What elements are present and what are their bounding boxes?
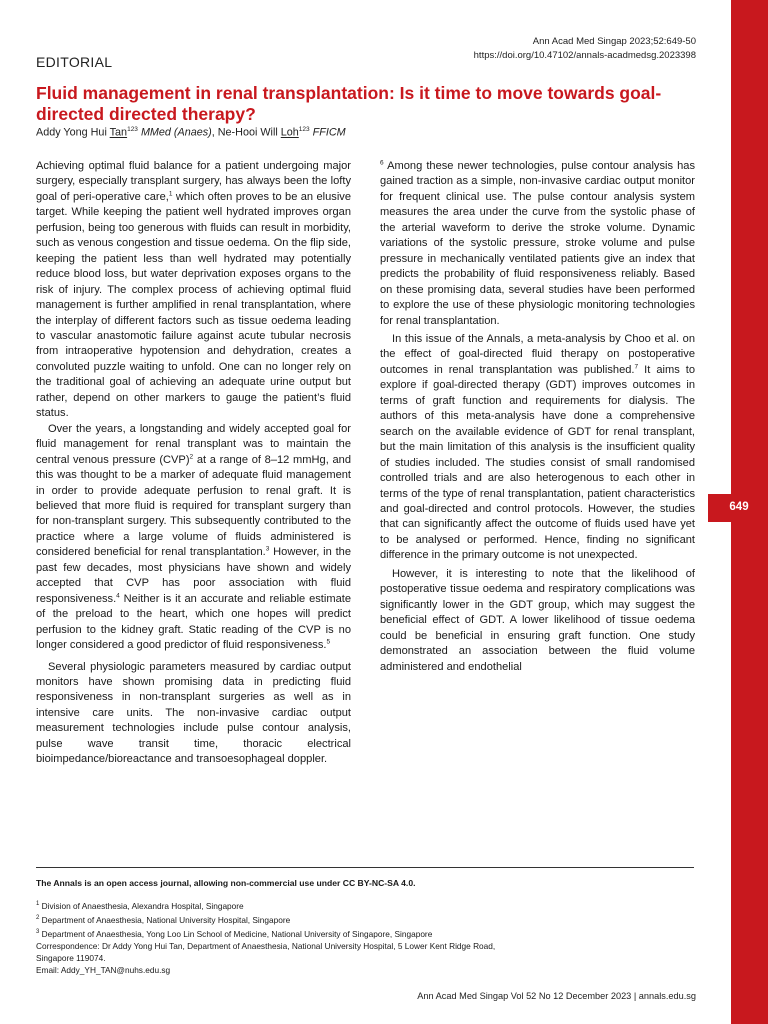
open-access-notice: The Annals is an open access journal, allowing non-commercial use under CC BY-NC-SA 4.0. <box>36 878 416 888</box>
affil-number: 2 <box>36 914 40 921</box>
affiliation-3 <box>36 926 696 940</box>
article-title: Fluid management in renal transplantation: Is it time to move towards goal-directed directed therapy? <box>36 83 662 124</box>
reference-marker: 7 <box>634 363 639 371</box>
text: However, it is interesting to note that the likelihood of postoperative tissue oedema and respiratory complications was significantly lower in the GDT group, which may suggest the beneficial effect of GDT. A lower likelihood of tissue oedema could be beneficial in ensuring graft function. One study demonstrated an association between the fluid volume administered and endothelial <box>380 567 695 673</box>
text: However, in the past few decades, most physicians have shown and widely accepted that CVP has poor association with fluid responsiveness. <box>36 546 351 605</box>
paragraph-1 <box>36 159 351 422</box>
author-2-surname: Loh <box>280 126 299 139</box>
reference-marker: 1 <box>168 190 173 198</box>
reference-marker: 2 <box>189 452 194 460</box>
author-1-surname: Tan <box>109 126 128 139</box>
section-label: EDITORIAL <box>36 54 113 70</box>
author-1-affil: 123 <box>127 126 138 133</box>
text: It aims to explore if goal-directed therapy (GDT) improves outcomes in terms of graft function and requirements for dialysis. The authors of this meta-analysis have done a comprehensive search on the available evidence of GDT for renal transplant, but the main limitation of this analysis is the insufficient quality of studies included. The studies consist of small randomised controlled trials and are also heterogenous to each other in terms of the type of renal transplantation, patient characteristics and goal-directed and control protocols. However, the studies that can significantly affect the outcome of fluids used have yet to be analysed or performed. Hence, finding no significant difference in the primary outcome is not unexpected. <box>380 363 695 562</box>
reference-marker: 3 <box>265 545 270 553</box>
reference-marker: 4 <box>116 592 120 599</box>
page-number: 649 <box>729 501 749 513</box>
reference-marker: 6 <box>380 159 384 167</box>
paragraph-5 <box>380 567 695 675</box>
text: Achieving optimal fluid balance for a patient undergoing major surgery, especially transplant surgery, has always been the lofty goal of peri-operative care, <box>36 160 351 203</box>
author-1-given: Addy Yong Hui <box>36 126 110 139</box>
correspondence: Correspondence: Dr Addy Yong Hui Tan, Department of Anaesthesia, National University Hospital, 5 Lower Kent Ridge Road, <box>36 940 496 951</box>
text: at a range of 8–12 mmHg, and this was thought to be a marker of adequate fluid management in order to provide adequate perfusion to renal graft. It is believed that more fluid is required for transplant surgery than for non-transplant surgery. This subsequently contributed to the practice where a large volume of fluids administered is considered beneficial for renal transplantation. <box>36 453 351 559</box>
correspondence-postcode: Singapore 119074. <box>36 952 106 963</box>
text: Department of Anaesthesia, Yong Loo Lin School of Medicine, National University of Singapore, Singapore <box>39 928 433 939</box>
affiliation-1 <box>36 898 696 912</box>
affiliations <box>36 898 696 976</box>
paragraph-3 <box>36 660 351 768</box>
affil-number: 1 <box>36 901 40 907</box>
body-column-right <box>380 159 695 675</box>
author-2-degree: FFICM <box>312 126 346 139</box>
email[interactable]: Email: Addy_YH_TAN@nuhs.edu.sg <box>36 964 171 975</box>
text: Over the years, a longstanding and widely accepted goal for fluid management for renal transplant was to maintain the central venous pressure (CVP) <box>36 422 351 466</box>
journal-citation: Ann Acad Med Singap 2023;52:649-50 <box>532 36 696 47</box>
author-2-given: , Ne-Hooi Will <box>211 126 281 139</box>
text: In this issue of the Annals, a meta-analysis by Choo et al. on the effect of goal-directed fluid therapy on postoperative outcomes in renal transplantation was published. <box>380 332 695 376</box>
page-footer: Ann Acad Med Singap Vol 52 No 12 December 2023 | annals.edu.sg <box>417 991 696 1001</box>
affil-number: 3 <box>36 928 40 935</box>
body-column-left <box>36 159 351 768</box>
author-1-degree: MMed (Anaes) <box>140 126 212 139</box>
text: Several physiologic parameters measured by cardiac output monitors have shown promising data in predicting fluid responsiveness in non-transplant surgeries as well as in intensive care units. The non-invasive cardiac output measurement technologies include pulse contour analysis, pulse wave transit time, thoracic electrical bioimpedance/bioreactance and transoesophageal doppler. <box>36 660 351 766</box>
text: Department of Anaesthesia, National University Hospital, Singapore <box>39 914 291 925</box>
paragraph-3-cont <box>380 159 695 329</box>
text: Division of Anaesthesia, Alexandra Hospital, Singapore <box>39 900 244 911</box>
author-line <box>36 126 346 139</box>
text: Neither is it an accurate and reliable estimate of the preload to the heart, which one hopes will predict perfusion to the kidney graft. Static reading of the CVP is no longer considered a good predictor of fluid responsiveness. <box>36 592 351 652</box>
doi-link[interactable]: https://doi.org/10.47102/annals-acadmedsg.2023398 <box>473 50 696 61</box>
affiliation-2 <box>36 912 696 926</box>
footnote-divider <box>36 867 694 868</box>
text: which often proves to be an elusive target. While keeping the patient well hydrated improves organ perfusion, being too generous with fluids can result in morbidity, such as venous congestion and tissue oedema. On the flip side, keeping the patient less than well hydrated may potentially reduce blood loss, but water deprivation exposes organs to the risk of injury. The complex process of achieving optimal fluid management is further amplified in renal transplantation, where the interplay of different factors such as tissue oedema leading to vascular anastomotic failure against acute tubular necrosis from intraoperative hypotension and dehydration, creates a convoluted puzzle waiting to unfold. One can no longer rely on the traditional goal of achieving an adequate urine output but rather, depend on other markers to gauge the patient’s fluid status. <box>36 190 352 420</box>
reference-marker: 5 <box>326 638 331 646</box>
running-header <box>474 35 696 63</box>
paragraph-4 <box>380 332 695 564</box>
author-2-affil: 123 <box>298 126 310 133</box>
paragraph-2 <box>36 422 351 654</box>
text: Among these newer technologies, pulse contour analysis has gained traction as a simple, non-invasive cardiac output monitor for frequent clinical use. The pulse contour analysis system measures the area under the curve from the systolic phase of the arterial waveform to derive the stroke volume. Dynamic variations of the systolic pressure, stroke volume and pulse pressure in mechanically ventilated patients give an index that predicts the probability of fluid responsiveness reliably. Based on these promising data, several studies have been performed to explore the use of these physiologic monitoring technologies for renal transplantation. <box>380 160 695 327</box>
